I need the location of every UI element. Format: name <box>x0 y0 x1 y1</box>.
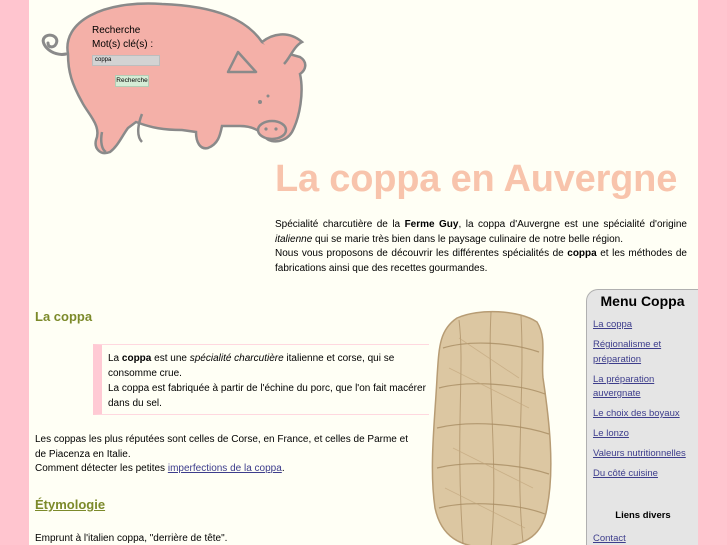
content-area <box>29 0 698 545</box>
menu-item <box>593 318 693 333</box>
search-input[interactable] <box>92 55 160 66</box>
menu-link-boyaux[interactable]: Le choix des boyaux <box>593 408 680 419</box>
quote-text: La coppa est fabriquée à partir de l'échine du porc, que l'on fait macérer dans du sel. <box>108 383 426 409</box>
pig-illustration <box>32 2 312 157</box>
search-panel <box>92 24 153 52</box>
section-title-coppa: La coppa <box>35 309 93 324</box>
menu-item <box>593 373 693 402</box>
definition-quote <box>93 344 429 415</box>
menu-item <box>593 427 693 442</box>
intro-text-part: qui se marie très bien dans le paysage culinaire de notre belle région. <box>312 233 624 245</box>
menu-item <box>593 467 693 482</box>
side-menu <box>586 289 698 545</box>
menu-subtitle: Liens divers <box>615 510 671 521</box>
etymology-text: Emprunt à l'italien coppa, "derrière de tête". <box>35 533 228 544</box>
body-text: Comment détecter les petites <box>35 463 168 474</box>
menu-list <box>593 318 693 487</box>
search-label: Mot(s) clé(s) : <box>92 39 154 50</box>
quote-text: La <box>108 353 122 364</box>
intro-bold: coppa <box>567 248 597 259</box>
intro-text <box>275 218 687 276</box>
intro-italic: italienne <box>275 233 313 245</box>
menu-link-la-coppa[interactable]: La coppa <box>593 319 633 330</box>
contact-link[interactable]: Contact <box>593 533 626 544</box>
quote-italic: spécialité charcutière <box>189 353 284 364</box>
body-text: . <box>281 463 285 474</box>
quote-text: est une <box>151 353 190 364</box>
menu-title: Menu Coppa <box>600 293 685 309</box>
quote-text: italienne et corse, qui se consomme crue. <box>108 353 395 379</box>
body-paragraph <box>35 433 415 477</box>
menu-item <box>593 407 693 422</box>
menu-link-cuisine[interactable]: Du côté cuisine <box>593 468 658 479</box>
menu-item <box>593 447 693 462</box>
search-heading: Recherche <box>92 25 141 36</box>
menu-link-valeurs[interactable]: Valeurs nutritionnelles <box>593 448 686 459</box>
menu-link-regionalisme[interactable]: Régionalisme et préparation <box>593 339 662 365</box>
page-title: La coppa en Auvergne <box>275 158 678 200</box>
coppa-image <box>429 308 554 545</box>
menu-item <box>593 338 693 367</box>
imperfections-link[interactable]: imperfections de la coppa <box>167 463 282 474</box>
intro-farm-name: Ferme Guy <box>404 219 459 230</box>
section-title-etymology: Étymologie <box>35 497 106 512</box>
quote-bold: coppa <box>121 353 152 364</box>
menu-link-preparation[interactable]: La préparation auvergnate <box>593 373 655 399</box>
menu-link-lonzo[interactable]: Le lonzo <box>593 428 629 439</box>
intro-text-part: , la coppa d'Auvergne est une spécialité d'origine <box>458 219 687 230</box>
search-button[interactable]: Recherche <box>115 75 149 87</box>
intro-text-part: et les méthodes de fabrications ainsi que des recettes gourmandes. <box>275 248 687 274</box>
intro-text-part: Nous vous proposons de découvrir les différentes spécialités de <box>275 248 568 259</box>
intro-text-part: Spécialité charcutière de la <box>275 219 405 230</box>
body-text: Les coppas les plus réputées sont celles de Corse, en France, et celles de Parme et de Piacenza en Italie. <box>35 434 408 460</box>
